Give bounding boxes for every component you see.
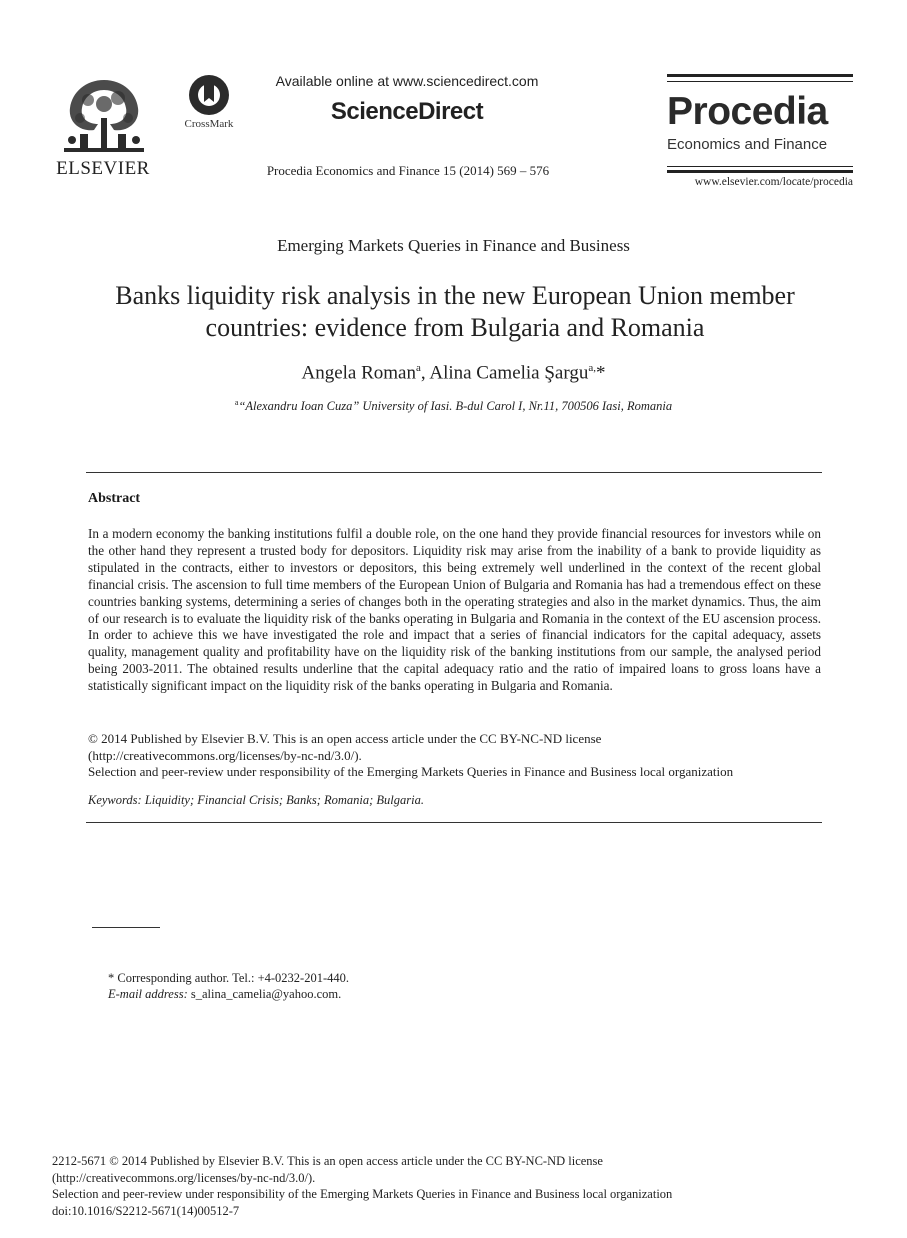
procedia-bottom-rule-thin <box>667 166 853 167</box>
abstract-top-rule <box>86 472 822 473</box>
procedia-bottom-rule <box>667 170 853 173</box>
procedia-top-rule <box>667 74 853 77</box>
author-separator: , <box>420 362 430 384</box>
procedia-subtitle: Economics and Finance <box>667 136 828 153</box>
author-2-affil: a, <box>588 362 596 374</box>
crossmark-icon <box>178 74 240 118</box>
article-title <box>60 280 850 344</box>
elsevier-tree-icon <box>58 74 150 156</box>
elsevier-wordmark: ELSEVIER <box>56 158 150 179</box>
footnote <box>108 970 808 1002</box>
author-2: Alina Camelia Şargu <box>429 362 589 384</box>
email-address[interactable]: s_alina_camelia@yahoo.com. <box>187 987 342 1001</box>
title-line-1: Banks liquidity risk analysis in the new European Union member <box>115 281 795 310</box>
procedia-top-rule-thin <box>667 81 853 82</box>
license-link[interactable]: (http://creativecommons.org/licenses/by-nc-nd/3.0/). <box>88 747 362 763</box>
corresponding-author: * Corresponding author. Tel.: +4-0232-201-440. <box>108 971 349 985</box>
footer-doi[interactable]: doi:10.1016/S2212-5671(14)00512-7 <box>52 1203 240 1218</box>
footer-license-link[interactable]: (http://creativecommons.org/licenses/by-nc-nd/3.0/). <box>52 1170 316 1185</box>
email-line <box>108 986 808 1002</box>
sciencedirect-logo[interactable]: ScienceDirect <box>330 98 484 125</box>
footer-issn-line: 2212-5671 © 2014 Published by Elsevier B.V. This is an open access article under the CC BY-NC-ND license <box>52 1154 603 1168</box>
affiliation <box>0 398 907 414</box>
peer-review-statement: Selection and peer-review under responsibility of the Emerging Markets Queries in Finance and Business local organization <box>88 764 734 779</box>
copyright-line: © 2014 Published by Elsevier B.V. This is an open access article under the CC BY-NC-ND license <box>88 731 602 746</box>
procedia-title: Procedia <box>667 90 828 133</box>
copyright-block <box>88 731 821 781</box>
affiliation-marker: a <box>234 398 239 407</box>
crossmark-badge[interactable] <box>178 74 240 134</box>
abstract-body: In a modern economy the banking institutions fulfil a double role, on the one hand they provide financial resources for investors while on the other hand they represent a trusted body for depositors. Liquidity risk may arise from the inability of a bank to provide liquidity as stipulated in the contracts, either to investors or depositors, this being extremely well underlined in the context of the recent global financial crisis. The ascension to full time members of the European Union of Bulgaria and Romania has had a tremendous effect on these countries banking systems, determining a series of changes both in the operating strategies and also in the market dynamics. Thus, the aim of our research is to evaluate the liquidity risk of the banks operating in Bulgaria and Romania in the context of the EU ascension process. In order to achieve this we have investigated the role and impact that a series of financial indicators for the capital adequacy, assets quality, management quality and profitability have on the liquidity risk of the banking institutions from our sample, the analysed period being 2003-2011. The obtained results underline that the capital adequacy ratio and the ratio of impaired loans to gross loans have a statistically significant impact on the liquidity risk of the banks operating in Bulgaria and Romania. <box>88 526 821 694</box>
abstract-bottom-rule <box>86 822 822 823</box>
footnote-rule <box>92 927 160 928</box>
authors <box>0 362 907 384</box>
author-1-affil: a <box>416 362 421 374</box>
email-label: E-mail address: <box>108 987 188 1001</box>
elsevier-logo <box>54 74 152 178</box>
page-footer <box>52 1153 852 1219</box>
conference-name: Emerging Markets Queries in Finance and Business <box>277 236 630 255</box>
available-online: Available online at www.sciencedirect.com <box>275 73 539 89</box>
crossmark-label: CrossMark <box>184 118 234 130</box>
title-line-2: countries: evidence from Bulgaria and Romania <box>205 313 705 342</box>
procedia-url[interactable]: www.elsevier.com/locate/procedia <box>694 176 853 188</box>
affiliation-text: “Alexandru Ioan Cuza” University of Iasi. B-dul Carol I, Nr.11, 700506 Iasi, Romania <box>238 399 673 414</box>
abstract-heading: Abstract <box>88 491 141 506</box>
corresponding-mark: * <box>596 362 606 384</box>
footer-peer-review: Selection and peer-review under responsibility of the Emerging Markets Queries in Finance and Business local organization <box>52 1187 673 1201</box>
keywords: Keywords: Liquidity; Financial Crisis; Banks; Romania; Bulgaria. <box>88 793 424 807</box>
procedia-logo <box>667 74 853 192</box>
author-1: Angela Roman <box>301 362 416 384</box>
journal-reference: Procedia Economics and Finance 15 (2014) 569 – 576 <box>266 163 550 178</box>
